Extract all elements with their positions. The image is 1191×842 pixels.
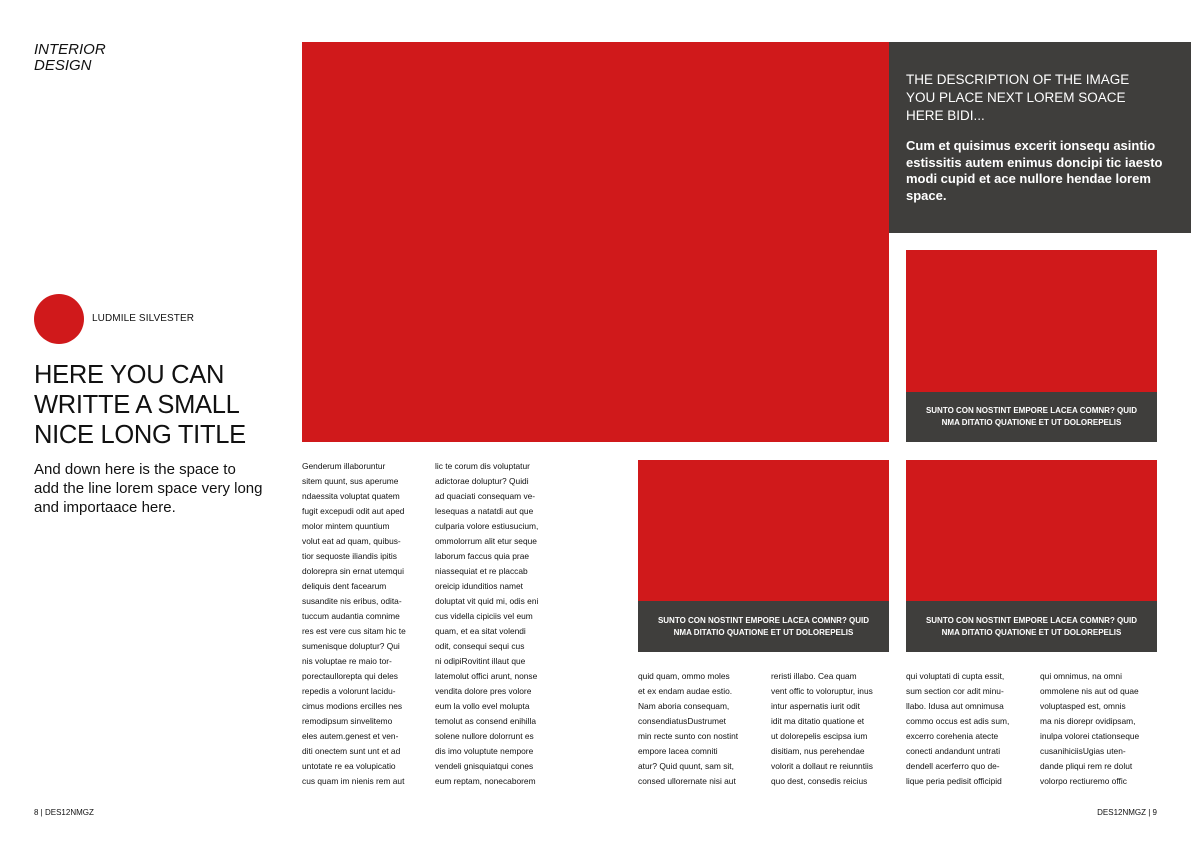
body-column-5: qui voluptati di cupta essit, sum section cor adit minu- llabo. Idusa aut omnimusa commo occus est adis sum, excerro corehenia atecte conecti andandunt untrati dendell acerferro quo de- lique peria pedisit officipid	[906, 671, 1010, 786]
body-column-1: Genderum illaboruntur sitem quunt, sus aperume ndaessita voluptat quatem fugit excepudi odit aut aped molor mintem quuntium volut eat ad quam, quibus- tior sequoste iliandis ipitis dolorepra sin ernat utemqui deliquis dent facearum susandite nis eribus, odita- tuccum audantia comnime res est vere cus sitam hic te sumenisque doluptur? Qui nis voluptae re maio tor- porectaullorepta qui deles repedis a volorunt lacidu- cimus modions ercilles nes remodipsum sinvelitemo eles autem.genest et ven- diti onectem sunt unt et ad untotate re ea volupicatio cus quam im nienis rem aut	[302, 461, 406, 786]
right-page-folio: DES12NMGZ | 9	[1097, 808, 1157, 817]
body-column-2: lic te corum dis voluptatur adictorae doluptur? Quidi ad quaciati consequam ve- lesequas a natatdi aut que culparia volore estiusucium, ommolorrum alit etur seque laborum faccus quia prae niassequiat et re placcab oreicip idunditios namet doluptat vit quid mi, odis eni cus vidella cipiciis vel eum quam, et ea sitat volendi odit, consequi sequi cus ni odipiRovitint illaut que latemolut offici arunt, nonse vendita dolore pres volore eum la vollo evel molupta temolut as consend enihilla solene nullore dolorrunt es dis imo voluptute nempore vendeli gnisquiatqui cones eum reptam, nonecaborem	[435, 461, 539, 786]
thumbnail-image-1	[906, 250, 1157, 392]
feature-description-box	[889, 42, 1191, 233]
author-name: LUDMILE SILVESTER	[92, 313, 195, 324]
image-caption-2: SUNTO CON NOSTINT EMPORE LACEA COMNR? QUID NMA DITATIO QUATIONE ET UT DOLOREPELIS	[638, 601, 889, 652]
page-title: HERE YOU CAN WRITTE A SMALL NICE LONG TITLE	[34, 361, 246, 449]
body-column-3: quid quam, ommo moles et ex endam audae estio. Nam aboria consequam, consendiatusDustrumet min recte sunto con nostint empore lacea comniti atur? Quid quunt, sam sit, consed ullorernate nisi aut	[638, 671, 739, 786]
thumbnail-image-2	[638, 460, 889, 601]
title-deck: And down here is the space to add the line lorem space very long and importaace here.	[34, 461, 263, 516]
feature-description-body: Cum et quisimus excerit ionsequ asintio estissitis autem enimus doncipi tic iaesto modi cupid et ace nullore hendae lorem space.	[906, 138, 1163, 203]
body-column-4: reristi illabo. Cea quam vent offic to voloruptur, inus intur aspernatis iurit odit idit ma ditatio quatione et ut dolorepelis escipsa ium disitiam, nus perehendae volorit a dollaut re reiunntiis quo dest, consedis reicius	[771, 671, 873, 786]
feature-description-heading: THE DESCRIPTION OF THE IMAGE YOU PLACE NEXT LOREM SOACE HERE BIDI...	[906, 72, 1130, 123]
author-avatar	[34, 294, 84, 344]
thumbnail-image-3	[906, 460, 1157, 601]
image-caption-1: SUNTO CON NOSTINT EMPORE LACEA COMNR? QUID NMA DITATIO QUATIONE ET UT DOLOREPELIS	[906, 392, 1157, 442]
image-caption-3: SUNTO CON NOSTINT EMPORE LACEA COMNR? QUID NMA DITATIO QUATIONE ET UT DOLOREPELIS	[906, 601, 1157, 652]
left-page-folio: 8 | DES12NMGZ	[34, 808, 94, 817]
body-column-6: qui omnimus, na omni ommolene nis aut od quae voluptasped est, omnis ma nis diorepr ovidipsam, inulpa volorei ctationseque cusanihiciisUgias uten- dande pliqui rem re dolut volorpo rectiuremo offic	[1040, 671, 1140, 786]
section-label: INTERIOR DESIGN	[34, 41, 106, 74]
hero-image-placeholder	[302, 42, 889, 442]
